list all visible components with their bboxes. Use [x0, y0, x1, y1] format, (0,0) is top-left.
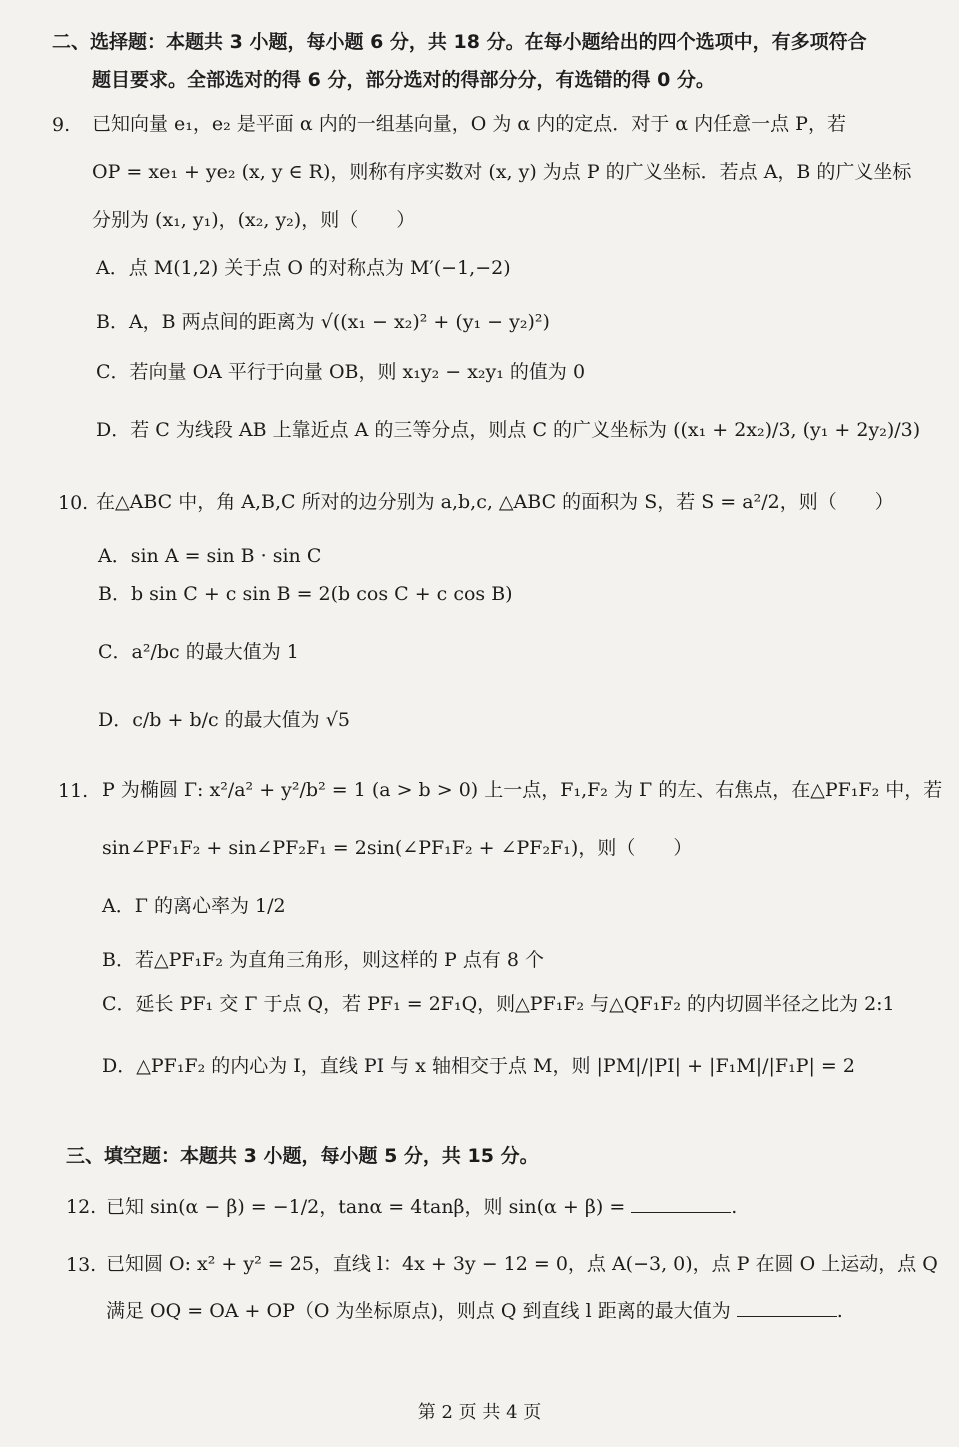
q11-option-c: C．延长 PF₁ 交 Γ 于点 Q，若 PF₁ = 2F₁Q，则△PF₁F₂ 与△QF₁F₂ 的内切圆半径之比为 2:1	[102, 993, 895, 1015]
q13-number: 13.	[66, 1254, 97, 1276]
section2-title-line2: 题目要求。全部选对的得 6 分，部分选对的得部分分，有选错的得 0 分。	[92, 69, 715, 91]
q12-text: 已知 sin(α − β) = −1/2，tanα = 4tanβ，则 sin(α + β) =	[106, 1196, 626, 1218]
q10-option-b: B．b sin C + c sin B = 2(b cos C + c cos B)	[98, 583, 513, 605]
section3-title: 三、填空题：本题共 3 小题，每小题 5 分，共 15 分。	[66, 1145, 539, 1167]
q9-option-a: A．点 M(1,2) 关于点 O 的对称点为 M′(−1,−2)	[96, 257, 511, 279]
q10-option-c: C．a²/bc 的最大值为 1	[98, 641, 299, 663]
q9-number: 9.	[52, 114, 71, 136]
q12-end: .	[731, 1196, 738, 1218]
q11-line2: sin∠PF₁F₂ + sin∠PF₂F₁ = 2sin(∠PF₁F₂ + ∠PF₂F₁)，则（ ）	[102, 837, 693, 859]
section2-title-line1: 二、选择题：本题共 3 小题，每小题 6 分，共 18 分。在每小题给出的四个选项中，有多项符合	[52, 31, 867, 53]
q12-answer-blank[interactable]	[631, 1194, 731, 1213]
q13-line2: 满足 OQ = OA + OP（O 为坐标原点)，则点 Q 到直线 l 距离的最大值为	[106, 1300, 731, 1322]
q11-number: 11.	[58, 780, 89, 802]
q9-line1: 已知向量 e₁，e₂ 是平面 α 内的一组基向量，O 为 α 内的定点．对于 α 内任意一点 P，若	[92, 113, 846, 135]
q12-number: 12.	[66, 1196, 97, 1218]
q10-option-d: D．c/b + b/c 的最大值为 √5	[98, 709, 350, 731]
q13-line2-wrap	[106, 1298, 843, 1323]
q10-number: 10.	[58, 492, 89, 514]
q13-end: .	[836, 1300, 843, 1322]
q10-line1: 在△ABC 中，角 A,B,C 所对的边分别为 a,b,c, △ABC 的面积为 S，若 S = a²/2，则（ ）	[96, 491, 894, 513]
q13-answer-blank[interactable]	[737, 1298, 837, 1317]
page-footer: 第 2 页 共 4 页	[417, 1402, 542, 1423]
q10-option-a: A．sin A = sin B · sin C	[98, 545, 322, 567]
q9-line3: 分别为 (x₁, y₁)，(x₂, y₂)，则（ ）	[92, 209, 416, 231]
q11-option-b: B．若△PF₁F₂ 为直角三角形，则这样的 P 点有 8 个	[102, 949, 545, 971]
q11-line1: P 为椭圆 Γ: x²/a² + y²/b² = 1 (a > b > 0) 上一点，F₁,F₂ 为 Γ 的左、右焦点，在△PF₁F₂ 中，若	[102, 779, 943, 801]
q9-line2: OP = xe₁ + ye₂ (x, y ∈ R)，则称有序实数对 (x, y) 为点 P 的广义坐标．若点 A，B 的广义坐标	[92, 161, 912, 183]
q9-option-d: D．若 C 为线段 AB 上靠近点 A 的三等分点，则点 C 的广义坐标为 ((x₁ + 2x₂)/3, (y₁ + 2y₂)/3)	[96, 419, 921, 441]
q9-option-b: B．A，B 两点间的距离为 √((x₁ − x₂)² + (y₁ − y₂)²)	[96, 311, 550, 333]
q9-option-c: C．若向量 OA 平行于向量 OB，则 x₁y₂ − x₂y₁ 的值为 0	[96, 361, 586, 383]
q11-option-a: A．Γ 的离心率为 1/2	[102, 895, 286, 917]
q13-line1: 已知圆 O: x² + y² = 25，直线 l：4x + 3y − 12 = 0，点 A(−3, 0)，点 P 在圆 O 上运动，点 Q	[106, 1253, 938, 1275]
q12-text-line	[106, 1194, 737, 1219]
q11-option-d: D．△PF₁F₂ 的内心为 I，直线 PI 与 x 轴相交于点 M，则 |PM|/|PI| + |F₁M|/|F₁P| = 2	[102, 1055, 855, 1077]
